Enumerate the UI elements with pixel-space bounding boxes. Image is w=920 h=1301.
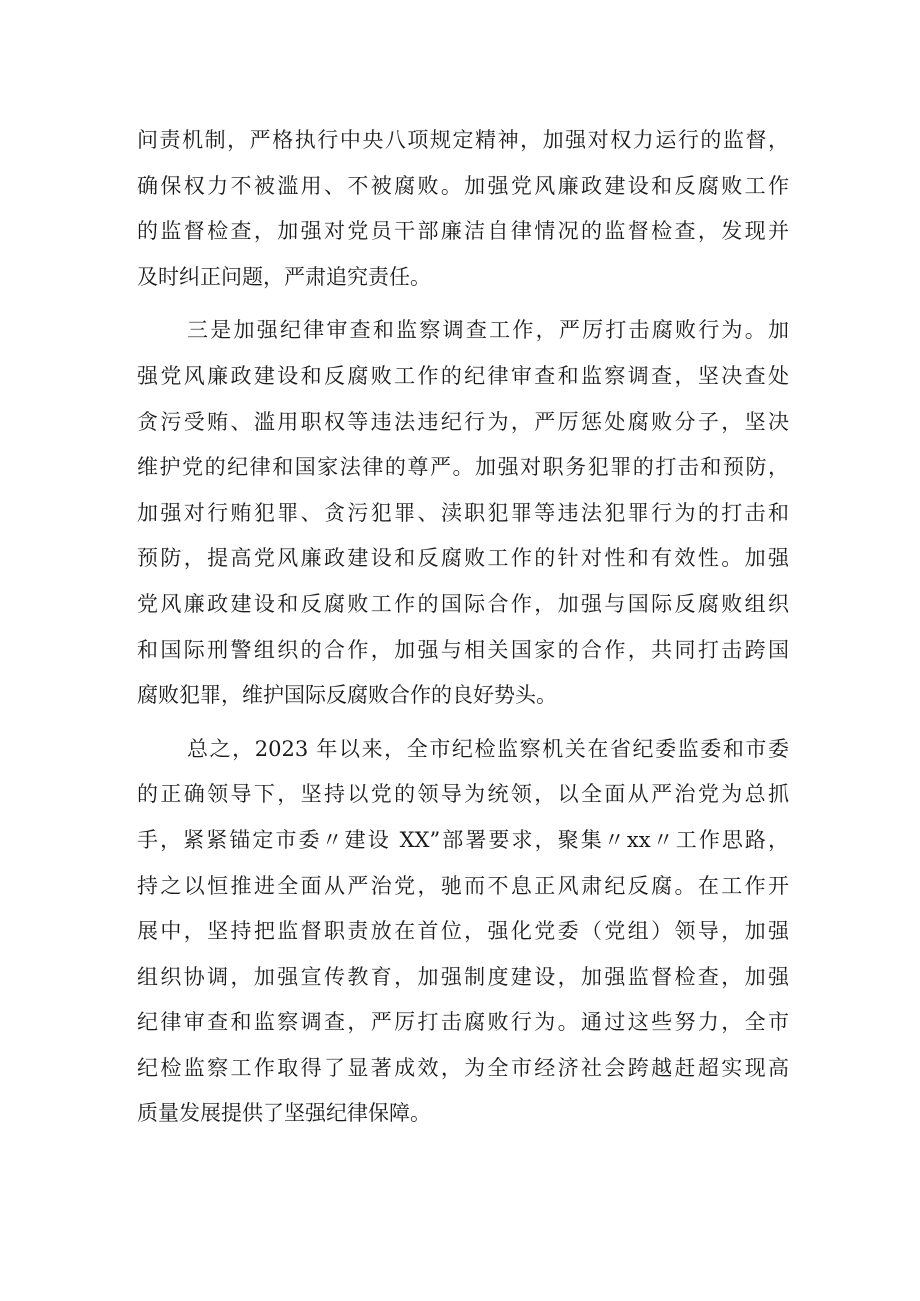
text-line: 强党风廉政建设和反腐败工作的纪律审查和监察调查，坚决查处 — [137, 363, 789, 388]
paragraph-2 — [137, 308, 789, 718]
text-line: 纪检监察工作取得了显著成效，为全市经济社会跨越赶超实现高 — [137, 1055, 789, 1080]
text-line: 持之以恒推进全面从严治党，驰而不息正风肃纪反腐。在工作开 — [137, 873, 789, 898]
text-line: 纪律审查和监察调查，严厉打击腐败行为。通过这些努力，全市 — [137, 1010, 789, 1035]
text-line: 三是加强纪律审查和监察调查工作，严厉打击腐败行为。加 — [187, 318, 789, 343]
text-line: 总之，2023 年以来，全市纪检监察机关在省纪委监委和市委 — [187, 736, 789, 761]
text-line: 维护党的纪律和国家法律的尊严。加强对职务犯罪的打击和预防， — [137, 455, 789, 480]
text-line: 展中，坚持把监督职责放在首位，强化党委（党组）领导，加强 — [137, 919, 789, 944]
text-line: 手，紧紧锚定市委〃建设 XX”部署要求，聚集〃xx〃工作思路， — [137, 827, 789, 852]
text-line: 贪污受贿、滥用职权等违法违纪行为，严厉惩处腐败分子，坚决 — [137, 409, 789, 434]
text-line: 问责机制，严格执行中央八项规定精神，加强对权力运行的监督， — [137, 128, 789, 152]
text-line: 党风廉政建设和反腐败工作的国际合作，加强与国际反腐败组织 — [137, 591, 789, 616]
text-line: 腐败犯罪，维护国际反腐败合作的良好势头。 — [137, 683, 557, 708]
text-line: 及时纠正问题，严肃追究责任。 — [137, 264, 431, 289]
document-body — [137, 118, 789, 1137]
paragraph-3 — [137, 727, 789, 1137]
text-line: 的监督检查，加强对党员干部廉洁自律情况的监督检查，发现并 — [137, 219, 789, 244]
text-line: 和国际刑警组织的合作，加强与相关国家的合作，共同打击跨国 — [137, 637, 789, 662]
text-line: 加强对行贿犯罪、贪污犯罪、渎职犯罪等违法犯罪行为的打击和 — [137, 500, 789, 525]
text-line: 组织协调，加强宣传教育，加强制度建设，加强监督检查，加强 — [137, 964, 789, 989]
text-line: 质量发展提供了坚强纪律保障。 — [137, 1101, 431, 1126]
text-line: 的正确领导下，坚持以党的领导为统领，以全面从严治党为总抓 — [137, 782, 789, 807]
text-line: 确保权力不被滥用、不被腐败。加强党风廉政建设和反腐败工作 — [137, 173, 789, 198]
text-line: 预防，提高党风廉政建设和反腐败工作的针对性和有效性。加强 — [137, 546, 789, 571]
paragraph-1 — [137, 118, 789, 300]
